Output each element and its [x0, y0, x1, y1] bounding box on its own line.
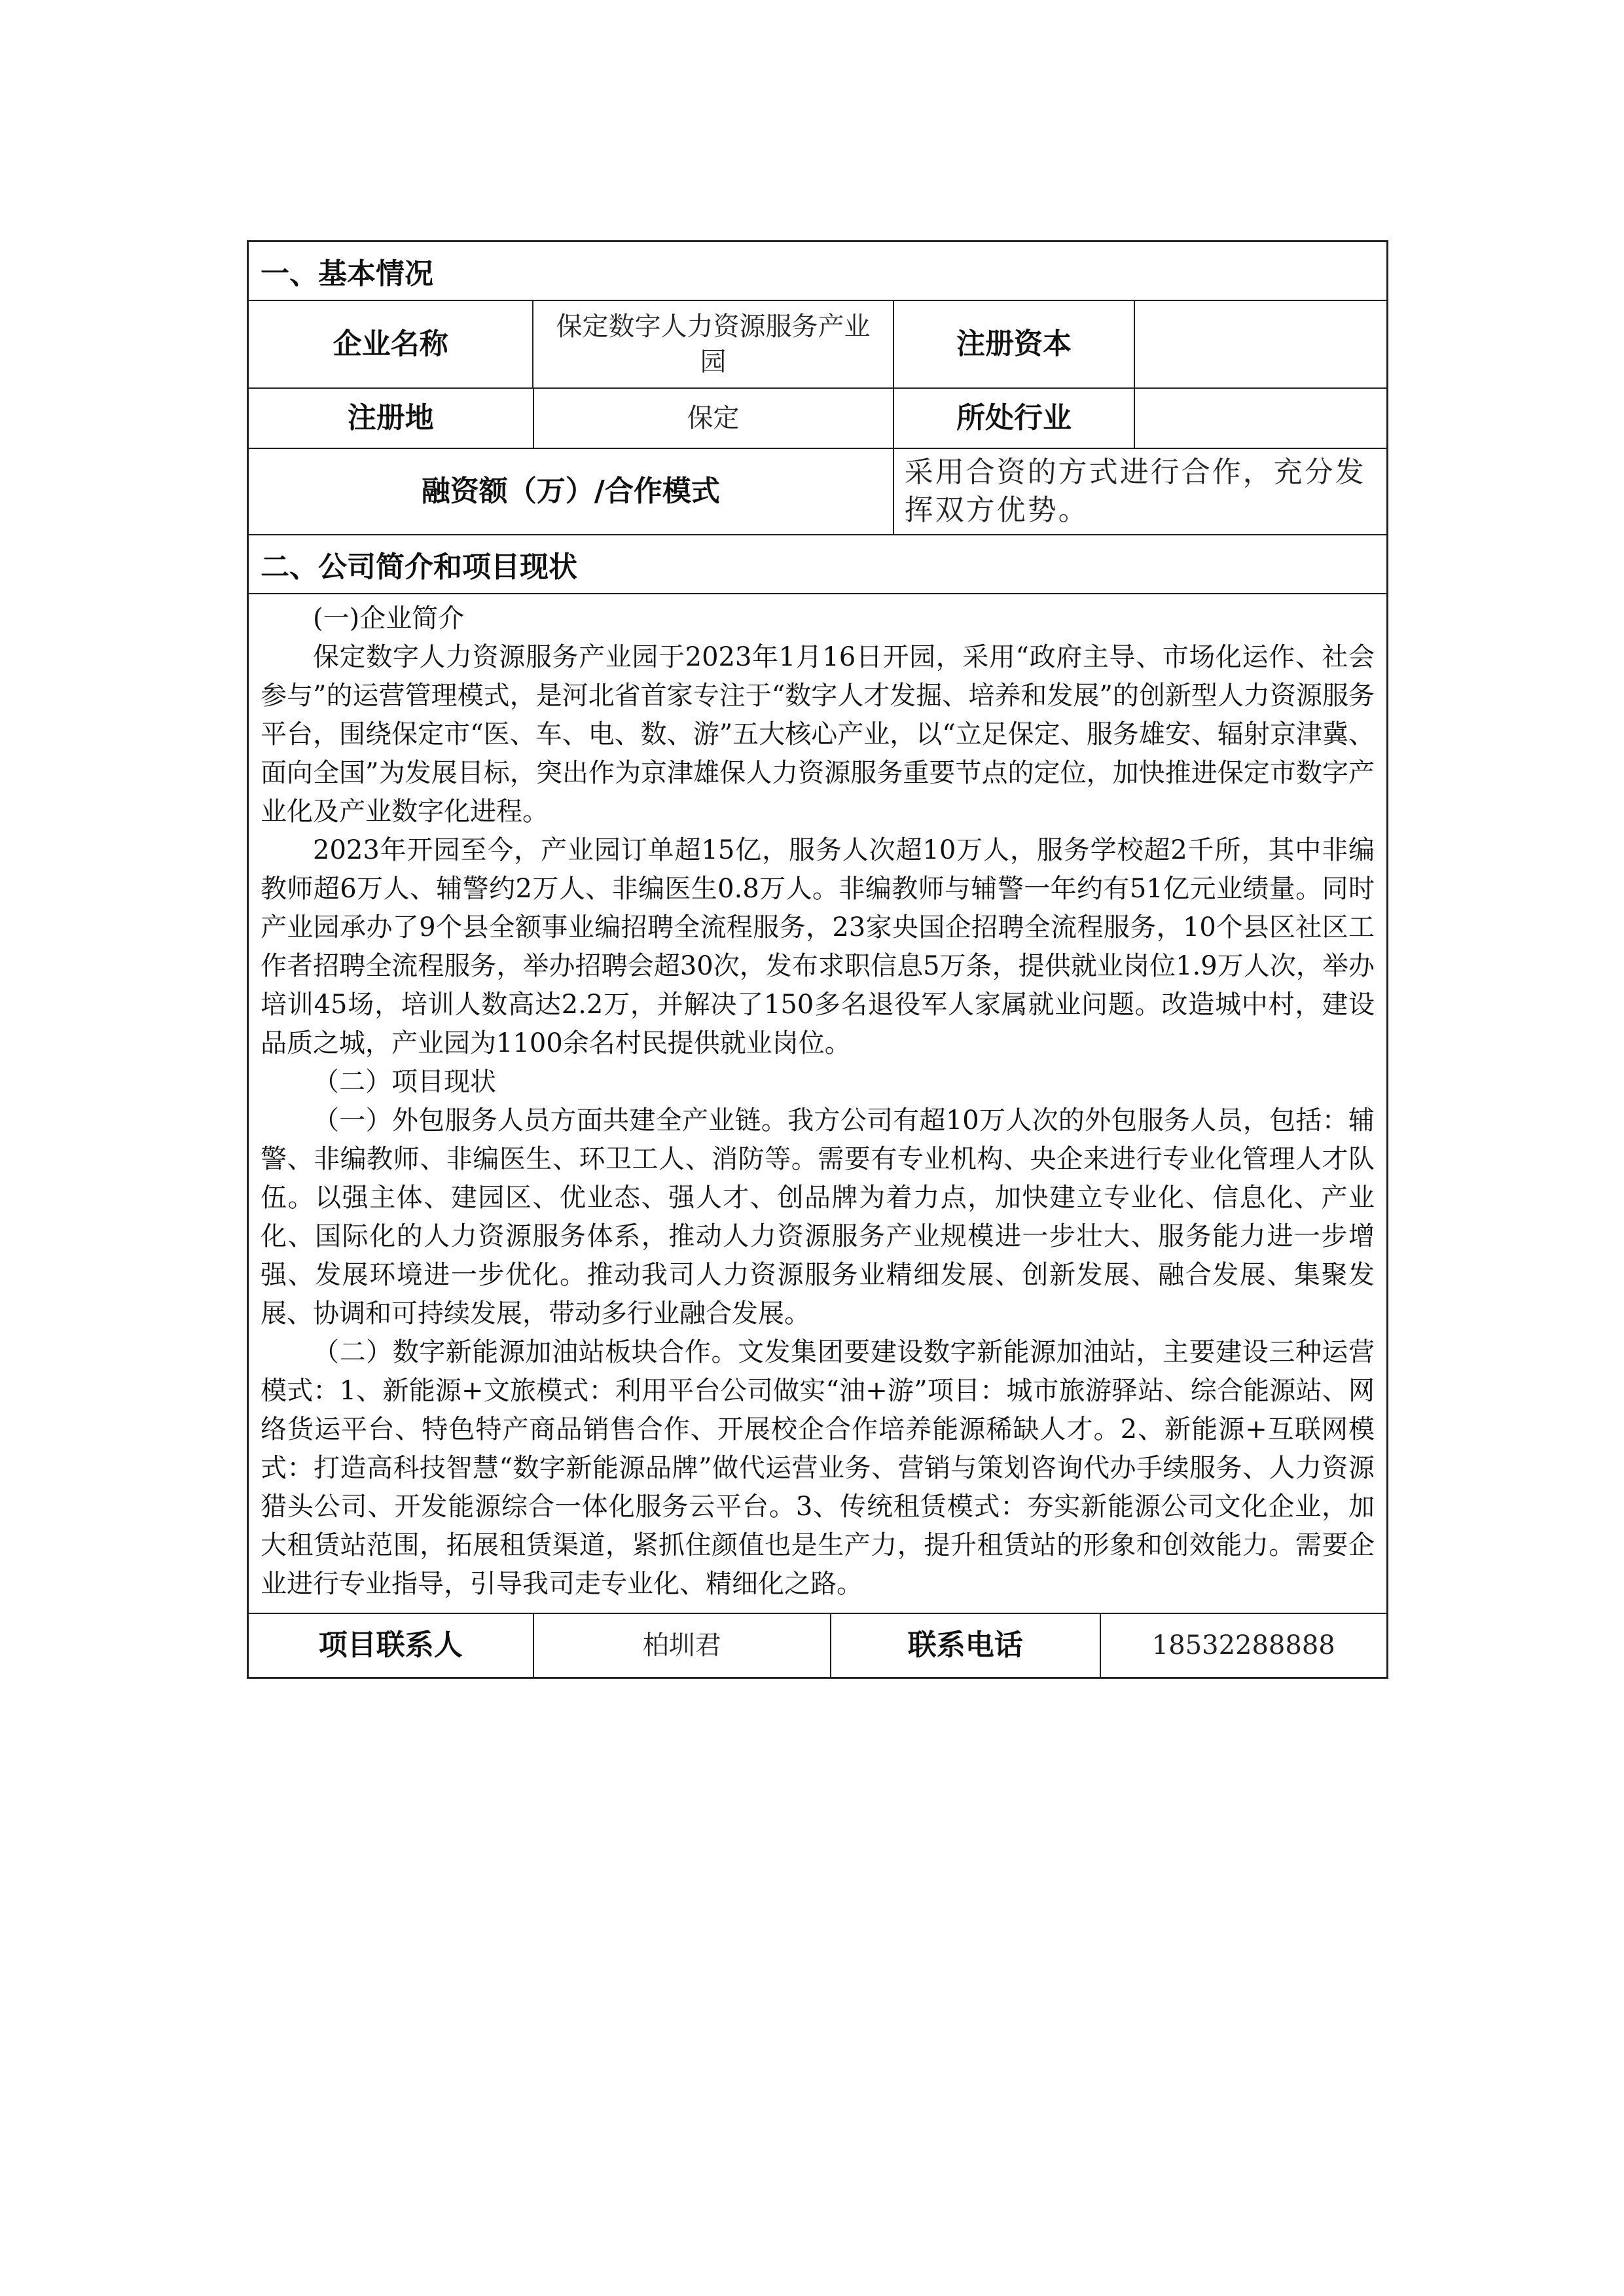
company-row — [249, 301, 1386, 389]
contact-row — [249, 1614, 1386, 1677]
content-row — [249, 594, 1386, 1614]
project-info-table — [247, 240, 1388, 1679]
financing-row — [249, 449, 1386, 535]
content-body — [249, 594, 1386, 1613]
status-paragraph-2: （二）数字新能源加油站板块合作。文发集团要建设数字新能源加油站，主要建设三种运营模式：1、新能源+文旅模式：利用平台公司做实“油+游”项目：城市旅游驿站、综合能源站、网络货运平台、特色特产商品销售合作、开展校企合作培养能源稀缺人才。2、新能源+互联网模式：打造高科技智慧“数字新能源品牌”做代运营业务、营销与策划咨询代办手续服务、人力资源猎头公司、开发能源综合一体化服务云平台。3、传统租赁模式：夯实新能源公司文化企业，加大租赁站范围，拓展租赁渠道，紧抓住颜值也是生产力，提升租赁站的形象和创效能力。需要企业进行专业指导，引导我司走专业化、精细化之路。 — [261, 1337, 1375, 1599]
registered-place-value: 保定 — [534, 389, 894, 448]
registration-row — [249, 389, 1386, 449]
section-1-header-row — [249, 242, 1386, 301]
section-1-title: 一、基本情况 — [261, 257, 433, 291]
status-heading: （二）项目现状 — [313, 1067, 496, 1097]
contact-label: 项目联系人 — [249, 1614, 534, 1677]
intro-heading: (一)企业简介 — [313, 603, 465, 634]
section-2-title: 二、公司简介和项目现状 — [261, 550, 577, 584]
contact-name: 柏圳君 — [534, 1614, 831, 1677]
registered-place-label: 注册地 — [249, 389, 534, 448]
intro-paragraph-2: 2023年开园至今，产业园订单超15亿，服务人次超10万人，服务学校超2千所，其中非编教师超6万人、辅警约2万人、非编医生0.8万人。非编教师与辅警一年约有51亿元业绩量。同时产业园承办了9个县全额事业编招聘全流程服务，23家央国企招聘全流程服务，10个县区社区工作者招聘全流程服务，举办招聘会超30次，发布求职信息5万条，提供就业岗位1.9万人次，举办培训45场，培训人数高达2.2万，并解决了150多名退役军人家属就业问题。改造城中村，建设品质之城，产业园为1100余名村民提供就业岗位。 — [261, 835, 1375, 1058]
company-name-label: 企业名称 — [249, 301, 533, 387]
phone-label: 联系电话 — [831, 1614, 1101, 1677]
industry-label: 所处行业 — [894, 389, 1136, 448]
registered-capital-label: 注册资本 — [894, 301, 1136, 387]
registered-capital-value — [1135, 301, 1386, 387]
industry-value — [1135, 389, 1386, 448]
company-name-value: 保定数字人力资源服务产业园 — [533, 301, 893, 387]
phone-value: 18532288888 — [1151, 1630, 1335, 1660]
financing-value: 采用合资的方式进行合作，充分发挥双方优势。 — [904, 456, 1366, 527]
financing-label: 融资额（万）/合作模式 — [249, 449, 894, 534]
section-2-header-row — [249, 535, 1386, 594]
status-paragraph-1: （一）外包服务人员方面共建全产业链。我方公司有超10万人次的外包服务人员，包括：辅警、非编教师、非编医生、环卫工人、消防等。需要有专业机构、央企来进行专业化管理人才队伍。以强主体、建园区、优业态、强人才、创品牌为着力点，加快建立专业化、信息化、产业化、国际化的人力资源服务体系，推动人力资源服务产业规模进一步壮大、服务能力进一步增强、发展环境进一步优化。推动我司人力资源服务业精细发展、创新发展、融合发展、集聚发展、协调和可持续发展，带动多行业融合发展。 — [261, 1105, 1375, 1329]
intro-paragraph-1: 保定数字人力资源服务产业园于2023年1月16日开园，采用“政府主导、市场化运作、社会参与”的运营管理模式，是河北省首家专注于“数字人才发掘、培养和发展”的创新型人力资源服务平台，围绕保定市“医、车、电、数、游”五大核心产业，以“立足保定、服务雄安、辐射京津冀、面向全国”为发展目标，突出作为京津雄保人力资源服务重要节点的定位，加快推进保定市数字产业化及产业数字化进程。 — [261, 642, 1375, 827]
